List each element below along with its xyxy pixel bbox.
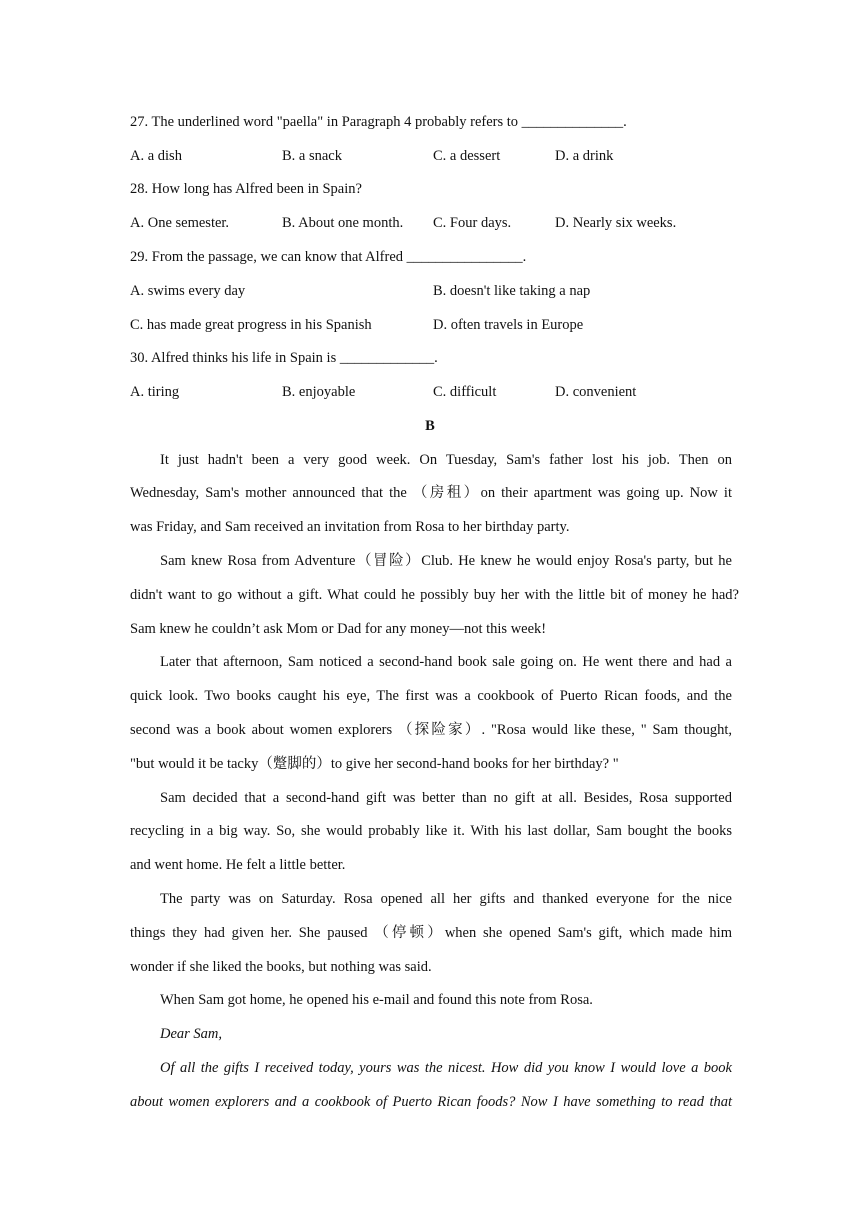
letter-salutation: Dear Sam, (160, 1026, 223, 1042)
q27-option-d: D. a drink (555, 148, 614, 164)
passage-line: was Friday, and Sam received an invitation from Rosa to her birthday party. (130, 519, 570, 535)
q30-option-b: B. enjoyable (282, 384, 356, 400)
question-29-stem: 29. From the passage, we can know that Alfred ________________. (130, 249, 527, 265)
passage-line: Sam decided that a second-hand gift was better than no gift at all. Besides, Rosa supported (160, 790, 732, 806)
passage-line: Wednesday, Sam's mother announced that the （房租）on their apartment was going up. Now it (130, 485, 732, 501)
q28-option-a: A. One semester. (130, 215, 230, 231)
passage-line: recycling in a big way. So, she would probably like it. With his last dollar, Sam bought the books (130, 823, 732, 839)
passage-line: It just hadn't been a very good week. On Tuesday, Sam's father lost his job. Then on (160, 452, 732, 468)
q29-option-d: D. often travels in Europe (433, 317, 584, 333)
q29-option-c: C. has made great progress in his Spanish (130, 317, 372, 333)
q30-option-c: C. difficult (433, 384, 497, 400)
q27-option-c: C. a dessert (433, 148, 501, 164)
passage-line: quick look. Two books caught his eye, The first was a cookbook of Puerto Rican foods, and the (130, 688, 732, 704)
passage-line: things they had given her. She paused （停顿）when she opened Sam's gift, which made him (130, 925, 732, 941)
q29-option-a: A. swims every day (130, 283, 246, 299)
passage-line: Sam knew Rosa from Adventure（冒险）Club. He knew he would enjoy Rosa's party, but he (160, 553, 732, 569)
passage-line: didn't want to go without a gift. What could he possibly buy her with the little bit of money he had? (130, 587, 739, 603)
question-28-stem: 28. How long has Alfred been in Spain? (130, 181, 362, 197)
q27-option-a: A. a dish (130, 148, 182, 164)
q30-option-a: A. tiring (130, 384, 180, 400)
q29-option-b: B. doesn't like taking a nap (433, 283, 591, 299)
question-27-stem: 27. The underlined word "paella" in Paragraph 4 probably refers to ______________. (130, 114, 627, 130)
passage-line: wonder if she liked the books, but nothing was said. (130, 959, 432, 975)
passage-line: and went home. He felt a little better. (130, 857, 346, 873)
passage-line: When Sam got home, he opened his e-mail and found this note from Rosa. (160, 992, 593, 1008)
letter-line: Of all the gifts I received today, yours was the nicest. How did you know I would love a book (160, 1060, 732, 1076)
passage-line: The party was on Saturday. Rosa opened all her gifts and thanked everyone for the nice (160, 891, 732, 907)
q28-option-c: C. Four days. (433, 215, 512, 231)
passage-line: "but would it be tacky（蹩脚的）to give her second-hand books for her birthday? " (130, 756, 619, 772)
passage-line: Sam knew he couldn’t ask Mom or Dad for any money—not this week! (130, 621, 547, 637)
q28-option-b: B. About one month. (282, 215, 404, 231)
q28-option-d: D. Nearly six weeks. (555, 215, 677, 231)
q30-option-d: D. convenient (555, 384, 637, 400)
letter-line: about women explorers and a cookbook of Puerto Rican foods? Now I have something to read that (130, 1094, 732, 1110)
q27-option-b: B. a snack (282, 148, 342, 164)
passage-line: second was a book about women explorers （探险家）. "Rosa would like these, " Sam thought, (130, 722, 732, 738)
question-30-stem: 30. Alfred thinks his life in Spain is _____________. (130, 350, 438, 366)
passage-line: Later that afternoon, Sam noticed a second-hand book sale going on. He went there and had a (160, 654, 732, 670)
section-heading: B (425, 418, 435, 434)
